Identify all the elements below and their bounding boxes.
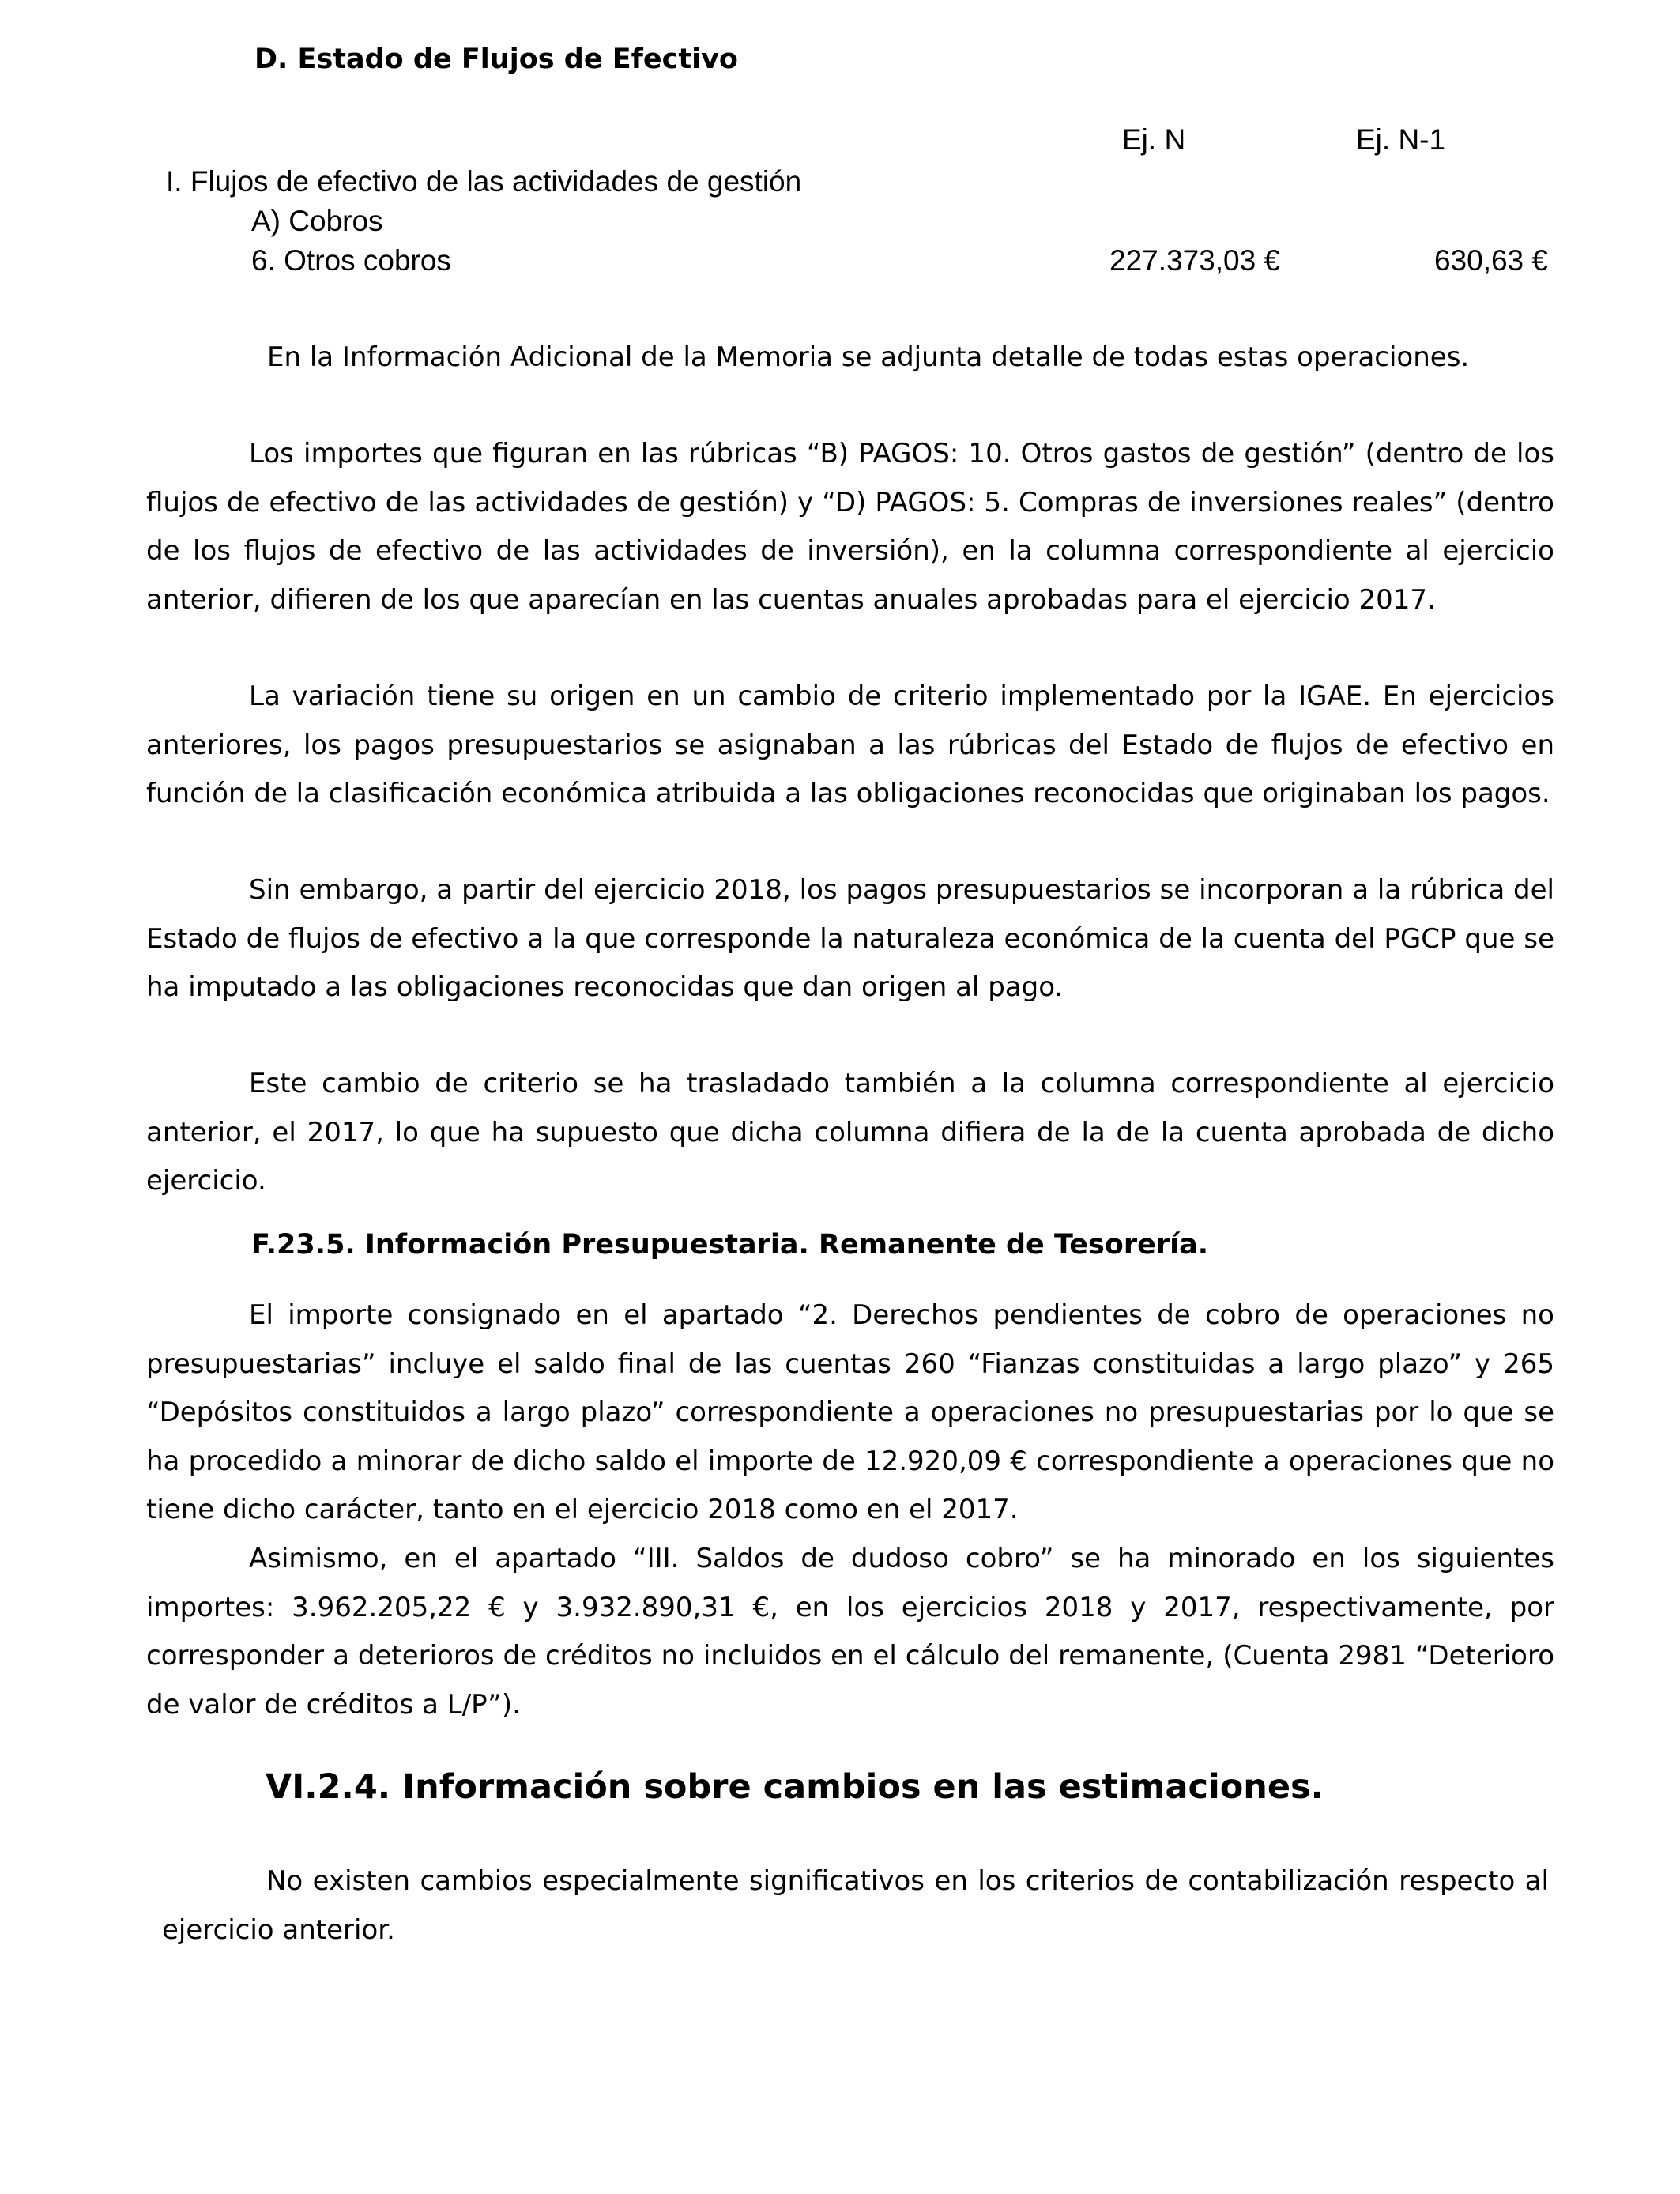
section-f-paragraph-1: [146, 1291, 1554, 1535]
section-d-title: D. Estado de Flujos de Efectivo: [254, 43, 738, 75]
section-d-paragraph-4: [146, 1060, 1554, 1206]
column-header-ej-n1: Ej. N-1: [1356, 123, 1446, 156]
section-vi-title: VI.2.4. Información sobre cambios en las estimaciones.: [266, 1767, 1324, 1807]
section-d-paragraph-3: [146, 866, 1554, 1012]
section-vi-paragraph-1: [162, 1857, 1549, 1955]
table-row-subgroup-label: A) Cobros: [251, 205, 383, 237]
section-d-paragraph-4-text: Este cambio de criterio se ha trasladado también a la columna correspondiente al ejercicio anterior, el 2017, lo que ha supuesto que dicha columna difiera de la de la cuenta aprobada de dicho ejercicio.: [146, 1068, 1554, 1197]
column-header-ej-n: Ej. N: [1122, 123, 1186, 156]
table-row-item-label: 6. Otros cobros: [251, 244, 451, 277]
section-f-paragraph-2-text: Asimismo, en el apartado “III. Saldos de dudoso cobro” se ha minorado en los siguientes importes: 3.962.205,22 € y 3.932.890,31 €, en los ejercicios 2018 y 2017, respectivamente, por corresponder a deterioros de créditos no incluidos en el cálculo del remanente, (Cuenta 2981 “Deterioro de valor de créditos a L/P”).: [146, 1543, 1554, 1721]
table-cell-ej-n1-value: 630,63 €: [1433, 244, 1548, 277]
section-d-paragraph-1: [146, 430, 1554, 624]
table-row-group-label: I. Flujos de efectivo de las actividades de gestión: [166, 165, 802, 198]
section-d-paragraph-3-text: Sin embargo, a partir del ejercicio 2018, los pagos presupuestarios se incorporan a la rúbrica del Estado de flujos de efectivo a la que corresponde la naturaleza económica de la cuenta del PGCP que se ha imputado a las obligaciones reconocidas que dan origen al pago.: [146, 874, 1554, 1004]
section-d-note: En la Información Adicional de la Memoria se adjunta detalle de todas estas operaciones.: [267, 341, 1470, 373]
section-d-paragraph-2: [146, 673, 1554, 819]
section-f-paragraph-1-text: El importe consignado en el apartado “2. Derechos pendientes de cobro de operaciones no presupuestarias” incluye el saldo final de las cuentas 260 “Fianzas constituidas a largo plazo” y 265 “Depósitos constituidos a largo plazo” correspondiente a operaciones no presupuestarias por lo que se ha procedido a minorar de dicho saldo el importe de 12.920,09 € correspondiente a operaciones que no tiene dicho carácter, tanto en el ejercicio 2018 como en el 2017.: [146, 1299, 1554, 1526]
section-d-paragraph-1-text: Los importes que figuran en las rúbricas “B) PAGOS: 10. Otros gastos de gestión” (dentro de los flujos de efectivo de las actividades de gestión) y “D) PAGOS: 5. Compras de inversiones reales” (dentro de los flujos de efectivo de las actividades de inversión), en la columna correspondiente al ejercicio anterior, difieren de los que aparecían en las cuentas anuales aprobadas para el ejercicio 2017.: [146, 438, 1554, 616]
section-f-title: F.23.5. Información Presupuestaria. Remanente de Tesorería.: [251, 1229, 1208, 1261]
table-cell-ej-n-value: 227.373,03 €: [1109, 244, 1281, 277]
section-vi-paragraph-1-text: No existen cambios especialmente significativos en los criterios de contabilización respecto al ejercicio anterior.: [162, 1865, 1549, 1946]
section-d-paragraph-2-text: La variación tiene su origen en un cambio de criterio implementado por la IGAE. En ejercicios anteriores, los pagos presupuestarios se asignaban a las rúbricas del Estado de flujos de efectivo en función de la clasificación económica atribuida a las obligaciones reconocidas que originaban los pagos.: [146, 680, 1554, 810]
section-f-paragraph-2: [146, 1535, 1554, 1729]
